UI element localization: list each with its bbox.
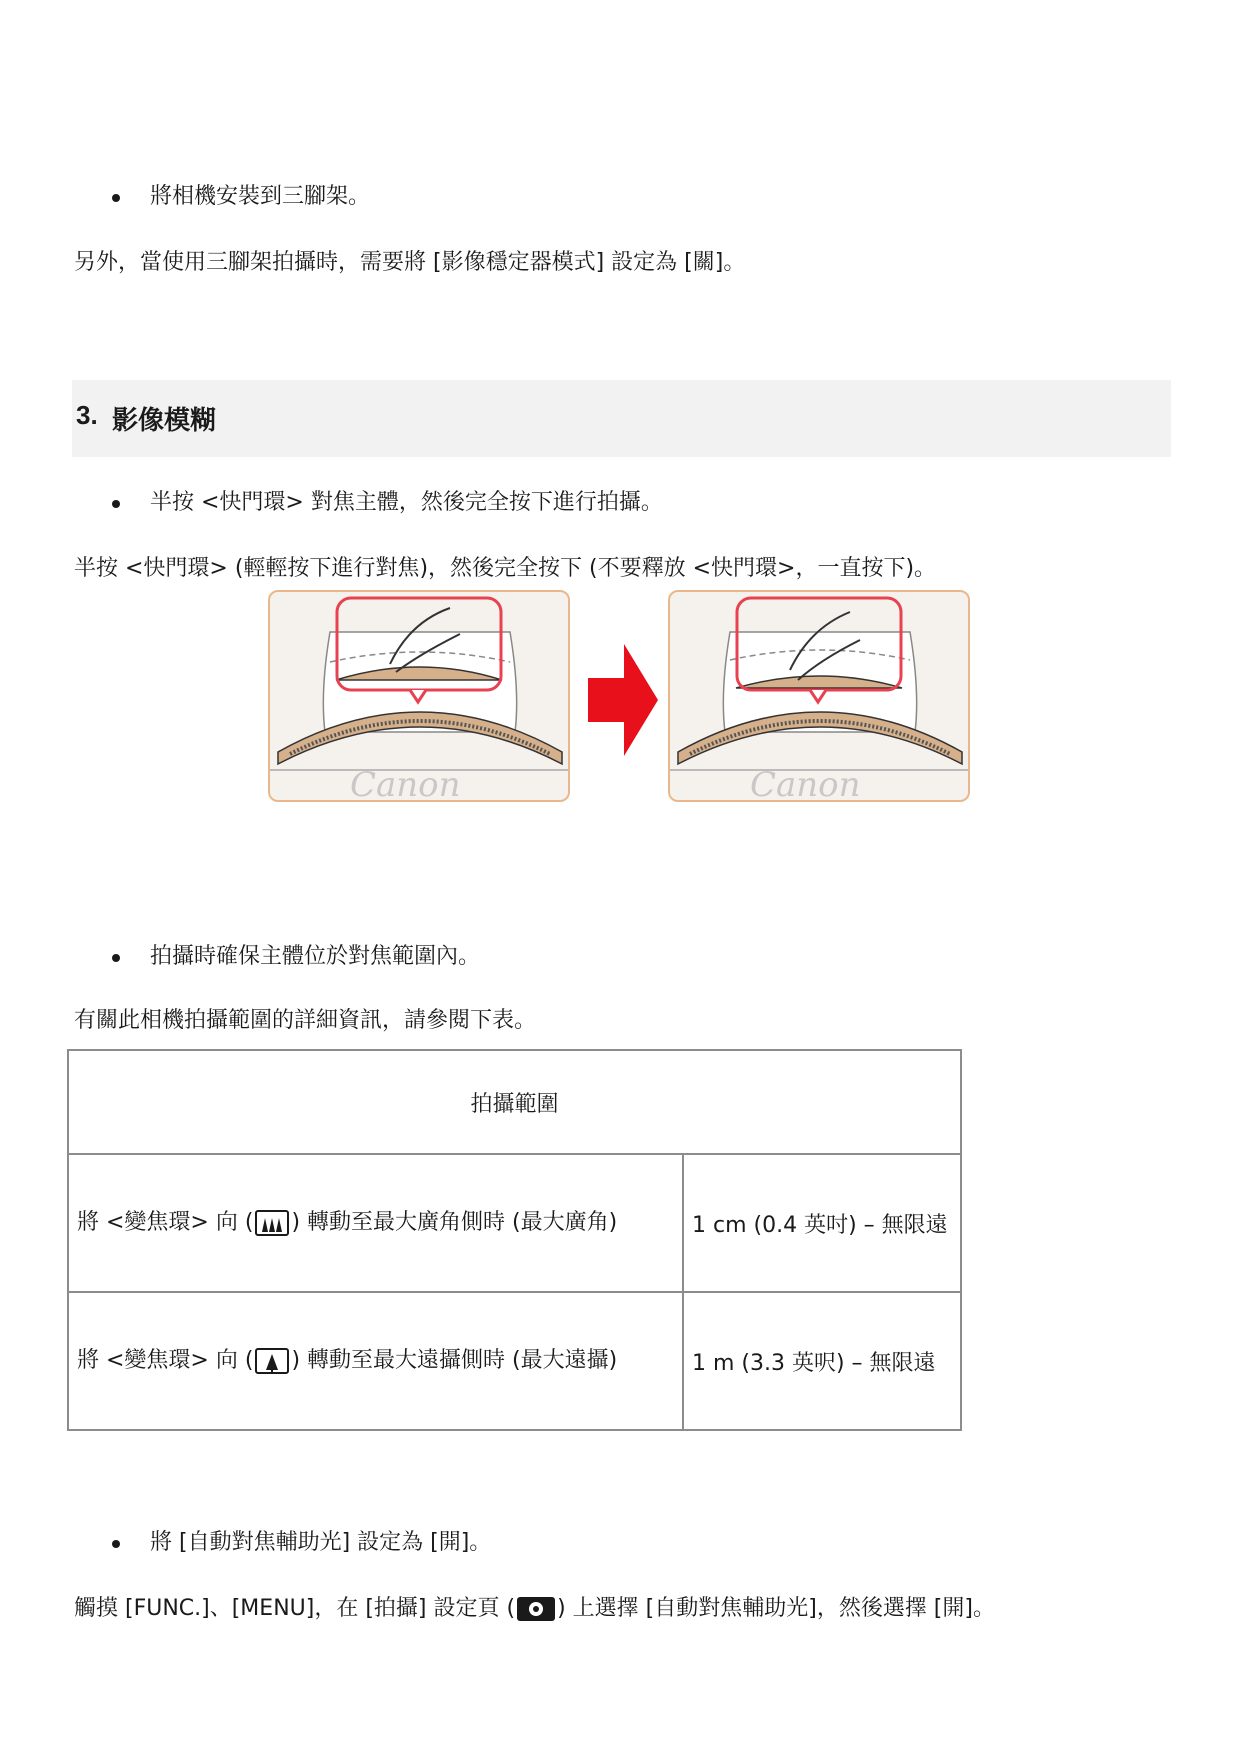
desc-pre: 將 <變焦環> 向 ( (77, 1348, 254, 1373)
camera-icon (517, 1597, 555, 1621)
table-cell-desc (68, 1292, 683, 1430)
bullet-dot (112, 954, 120, 962)
wide-angle-icon (255, 1210, 289, 1236)
bullet-text: 半按 <快門環> 對焦主體，然後完全按下進行拍攝。 (150, 490, 663, 515)
tripod-stabilizer-note: 另外，當使用三腳架拍攝時，需要將 [影像穩定器模式] 設定為 [關]。 (74, 250, 746, 275)
table-row (68, 1292, 961, 1430)
bullet-text: 將 [自動對焦輔助光] 設定為 [開]。 (150, 1530, 492, 1555)
af-assist-instruction (74, 1594, 995, 1624)
desc-pre: 將 <變焦環> 向 ( (77, 1210, 254, 1235)
table-header: 拍攝範圍 (68, 1050, 961, 1154)
canon-logo-right: Canon (750, 765, 861, 800)
section-title: 影像模糊 (112, 406, 217, 436)
table-row (68, 1154, 961, 1292)
arrow-right-icon (584, 640, 660, 760)
bullet-dot (112, 194, 120, 202)
canon-logo-left: Canon (350, 765, 461, 800)
table-cell-value: 1 cm (0.4 英吋) – 無限遠 (683, 1154, 961, 1292)
telephoto-icon (255, 1348, 289, 1374)
instruction-pre: 觸摸 [FUNC.]、[MENU]，在 [拍攝] 設定頁 ( (74, 1596, 516, 1621)
instruction-post: ) 上選擇 [自動對焦輔助光]，然後選擇 [開]。 (557, 1596, 995, 1621)
focus-range-table (67, 1049, 962, 1431)
focus-range-intro: 有關此相機拍攝範圍的詳細資訊，請參閱下表。 (74, 1008, 537, 1033)
table-header-row (68, 1050, 961, 1154)
table-cell-desc (68, 1154, 683, 1292)
bullet-dot (112, 1540, 120, 1548)
table-cell-value: 1 m (3.3 英呎) – 無限遠 (683, 1292, 961, 1430)
bullet-text: 將相機安裝到三腳架。 (150, 184, 371, 209)
bullet-text: 拍攝時確保主體位於對焦範圍內。 (150, 944, 481, 969)
figure-half-press (268, 590, 570, 802)
section-number: 3. (76, 400, 98, 430)
half-press-instruction: 半按 <快門環> (輕輕按下進行對焦)，然後完全按下 (不要釋放 <快門環>，一直按下)。 (74, 556, 937, 581)
desc-post: ) 轉動至最大廣角側時 (最大廣角) (291, 1210, 618, 1235)
bullet-dot (112, 500, 120, 508)
section-header (72, 380, 1171, 457)
figure-full-press (668, 590, 970, 802)
desc-post: ) 轉動至最大遠攝側時 (最大遠攝) (291, 1348, 618, 1373)
